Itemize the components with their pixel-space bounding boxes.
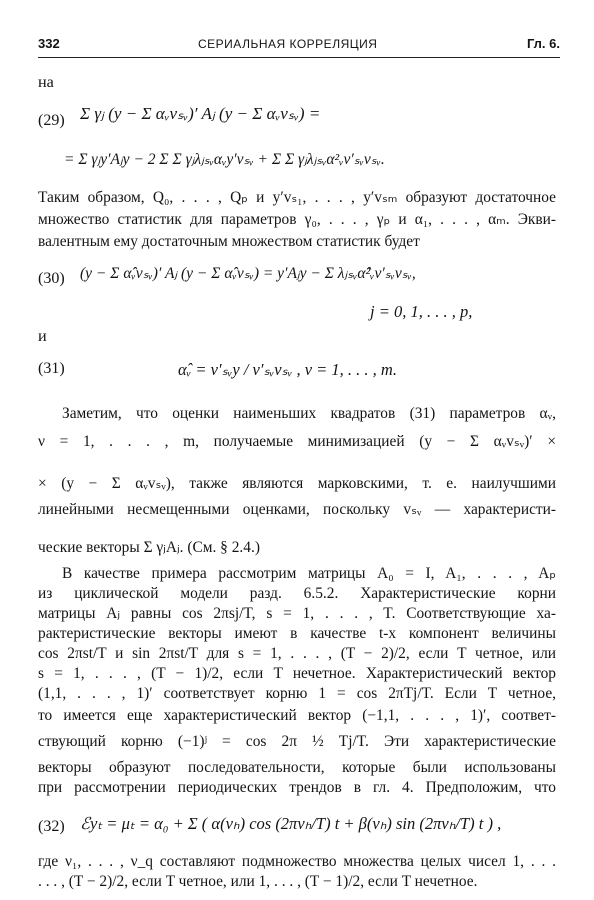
- paragraph-4-line-1: где ν₁, . . . , ν_q составляют подмножество множества целых чисел 1, . . .: [38, 853, 556, 870]
- equation-29-label: (29): [38, 112, 65, 129]
- intro-word: на: [38, 73, 54, 91]
- paragraph-2-line-4: линейными несмещенными оценками, поскольку vₛᵥ — характеристи-: [38, 501, 556, 518]
- paragraph-2-line-2: ν = 1, . . . , m, получаемые минимизацией (y − Σ αᵥvₛᵥ)′ ×: [38, 433, 556, 450]
- paragraph-2-line-5: ческие векторы Σ γⱼAⱼ. (См. § 2.4.): [38, 539, 260, 556]
- paragraph-3-line-9: ствующий корню (−1)ʲ = cos 2π ½ Tj/T. Эти характеристические: [38, 733, 556, 750]
- equation-32-formula: ℰyₜ = μₜ = α₀ + Σ ( α(νₕ) cos (2πνₕ/T) t + β(νₕ) sin (2πνₕ/T) t ) ,: [80, 814, 502, 833]
- paragraph-3-line-2: из циклической модели разд. 6.5.2. Характеристические корни: [38, 585, 556, 602]
- equation-30-line-1: (y − Σ α̂ᵥvₛᵥ)′ Aⱼ (y − Σ α̂ᵥvₛᵥ) = y′Aⱼy − Σ λⱼₛᵥα̂²ᵥv′ₛᵥvₛᵥ,: [80, 265, 416, 282]
- paragraph-2-line-1: Заметим, что оценки наименьших квадратов (31) параметров αᵥ,: [62, 405, 556, 422]
- paragraph-3-line-8: то имеется еще характеристический вектор (−1,1, . . . , 1)′, соответ-: [38, 707, 556, 724]
- equation-30-label: (30): [38, 270, 65, 287]
- paragraph-3-line-4: рактеристические векторы имеют в качестве t-х компонент величины: [38, 625, 556, 642]
- paragraph-1-line-3: валентным ему достаточным множеством статистик будет: [38, 233, 420, 250]
- paragraph-3-line-1: В качестве примера рассмотрим матрицы A₀ = I, A₁, . . . , Aₚ: [62, 565, 556, 582]
- and-word: и: [38, 327, 47, 345]
- paragraph-3-line-3: матрицы Aⱼ равны cos 2πsj/T, s = 1, . . . , T. Соответствующие ха-: [38, 605, 556, 622]
- header-rule: [38, 57, 560, 58]
- paragraph-2-line-3: × (y − Σ αᵥvₛᵥ), также являются марковскими, т. е. наилучшими: [38, 475, 556, 492]
- paragraph-4-line-2: . . . , (T − 2)/2, если T четное, или 1, . . . , (T − 1)/2, если T нечетное.: [38, 873, 478, 890]
- equation-31-formula: α̂ᵥ = v′ₛᵥy / v′ₛᵥvₛᵥ , ν = 1, . . . , m.: [178, 360, 397, 379]
- equation-29-line-2: = Σ γⱼy′Aⱼy − 2 Σ Σ γⱼλⱼₛᵥαᵥy′vₛᵥ + Σ Σ γⱼλⱼₛᵥα²ᵥv′ₛᵥvₛᵥ.: [64, 151, 385, 168]
- equation-30-line-2: j = 0, 1, . . . , p,: [370, 302, 473, 321]
- equation-31-label: (31): [38, 360, 65, 377]
- paragraph-3-line-6: s = 1, . . . , (T − 1)/2, если T нечетное. Характеристический вектор: [38, 665, 556, 682]
- running-title: СЕРИАЛЬНАЯ КОРРЕЛЯЦИЯ: [198, 37, 378, 51]
- paragraph-3-line-11: при рассмотрении периодических трендов в гл. 4. Предположим, что: [38, 779, 556, 796]
- paragraph-3-line-5: cos 2πst/T и sin 2πst/T для s = 1, . . . , (T − 2)/2, если T четное, или: [38, 645, 556, 662]
- page-header: [38, 36, 560, 56]
- chapter-label: Гл. 6.: [526, 36, 560, 51]
- paragraph-3-line-7: (1,1, . . . , 1)′ соответствует корню 1 = cos 2πTj/T. Если T четное,: [38, 685, 556, 702]
- paragraph-1-line-1: Таким образом, Q₀, . . . , Qₚ и y′vₛ₁, . . . , y′vₛₘ образуют достаточное: [38, 189, 556, 206]
- equation-29-line-1: Σ γⱼ (y − Σ αᵥvₛᵥ)′ Aⱼ (y − Σ αᵥvₛᵥ) =: [80, 104, 321, 123]
- paragraph-3-line-10: векторы образуют последовательности, которые были использованы: [38, 759, 556, 776]
- page-number: 332: [38, 36, 60, 51]
- paragraph-1-line-2: множество статистик для параметров γ₀, . . . , γₚ и α₁, . . . , αₘ. Экви-: [38, 211, 556, 228]
- equation-32-label: (32): [38, 818, 65, 835]
